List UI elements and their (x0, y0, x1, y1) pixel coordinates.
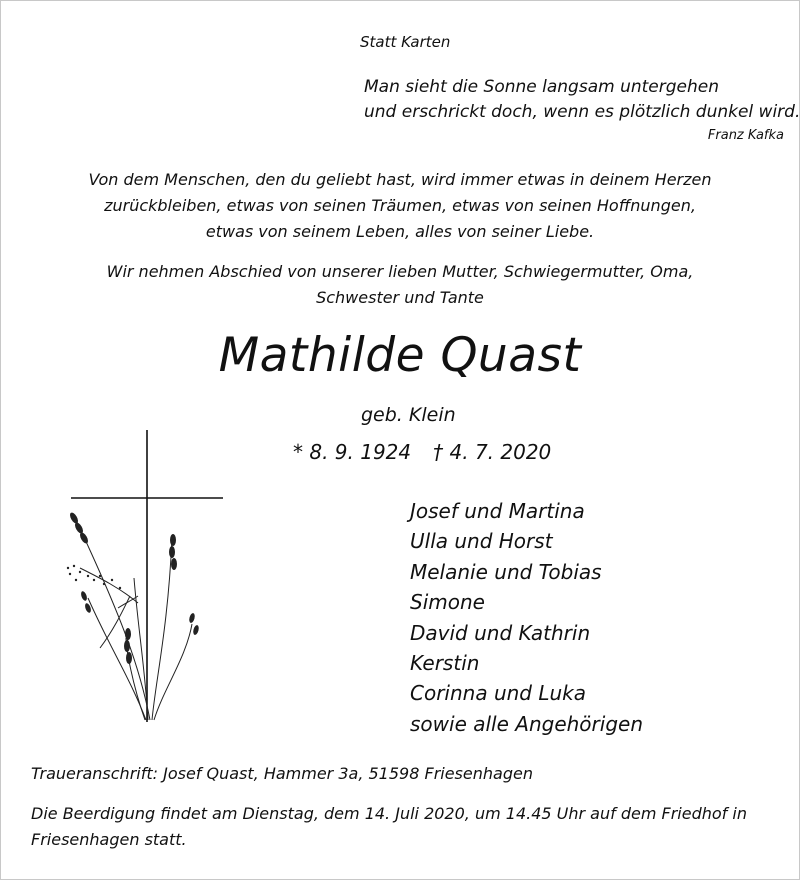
mourner-item: Kerstin (410, 651, 480, 676)
farewell-line: Wir nehmen Abschied von unserer lieben Mutter, Schwiegermutter, Oma, (106, 262, 694, 281)
verse-block (0, 167, 800, 245)
mourning-address: Traueranschrift: Josef Quast, Hammer 3a, 51598 Friesenhagen (31, 764, 533, 783)
cross-icon (71, 430, 223, 722)
quote-line-1: Man sieht die Sonne langsam untergehen (364, 77, 719, 97)
verse-line: etwas von seinem Leben, alles von seiner Liebe. (205, 222, 595, 241)
wheat-icon (67, 511, 200, 720)
mourner-item: Josef und Martina (410, 499, 585, 523)
mourners-list (410, 496, 643, 739)
verse-line: zurückbleiben, etwas von seinen Träumen, etwas von seinen Hoffnungen, (104, 196, 696, 215)
cross-wheat-artwork (60, 428, 230, 728)
quote-author: Franz Kafka (707, 128, 784, 143)
mourner-item: Corinna und Luka (410, 681, 587, 706)
birth-date: * 8. 9. 1924 (293, 440, 412, 464)
mourner-item: Simone (410, 590, 485, 615)
funeral-info: Die Beerdigung findet am Dienstag, dem 14. Juli 2020, um 14.45 Uhr auf dem Friedhof in Friesenhagen statt. (31, 804, 747, 849)
quote-line-2: und erschrickt doch, wenn es plötzlich dunkel wird. (364, 102, 800, 122)
mourner-item: sowie alle Angehörigen (410, 711, 643, 736)
farewell-block (0, 259, 800, 311)
death-date: † 4. 7. 2020 (433, 440, 552, 464)
farewell-line: Schwester und Tante (316, 288, 484, 307)
mourner-item: David und Kathrin (410, 620, 591, 645)
maiden-name: geb. Klein (361, 404, 456, 426)
mourner-item: Melanie und Tobias (410, 559, 602, 584)
deceased-name: Mathilde Quast (218, 328, 582, 383)
verse-line: Von dem Menschen, den du geliebt hast, wird immer etwas in deinem Herzen (88, 170, 712, 189)
life-dates (293, 440, 551, 464)
statt-karten-label: Statt Karten (360, 33, 451, 51)
mourner-item: Ulla und Horst (410, 529, 553, 554)
